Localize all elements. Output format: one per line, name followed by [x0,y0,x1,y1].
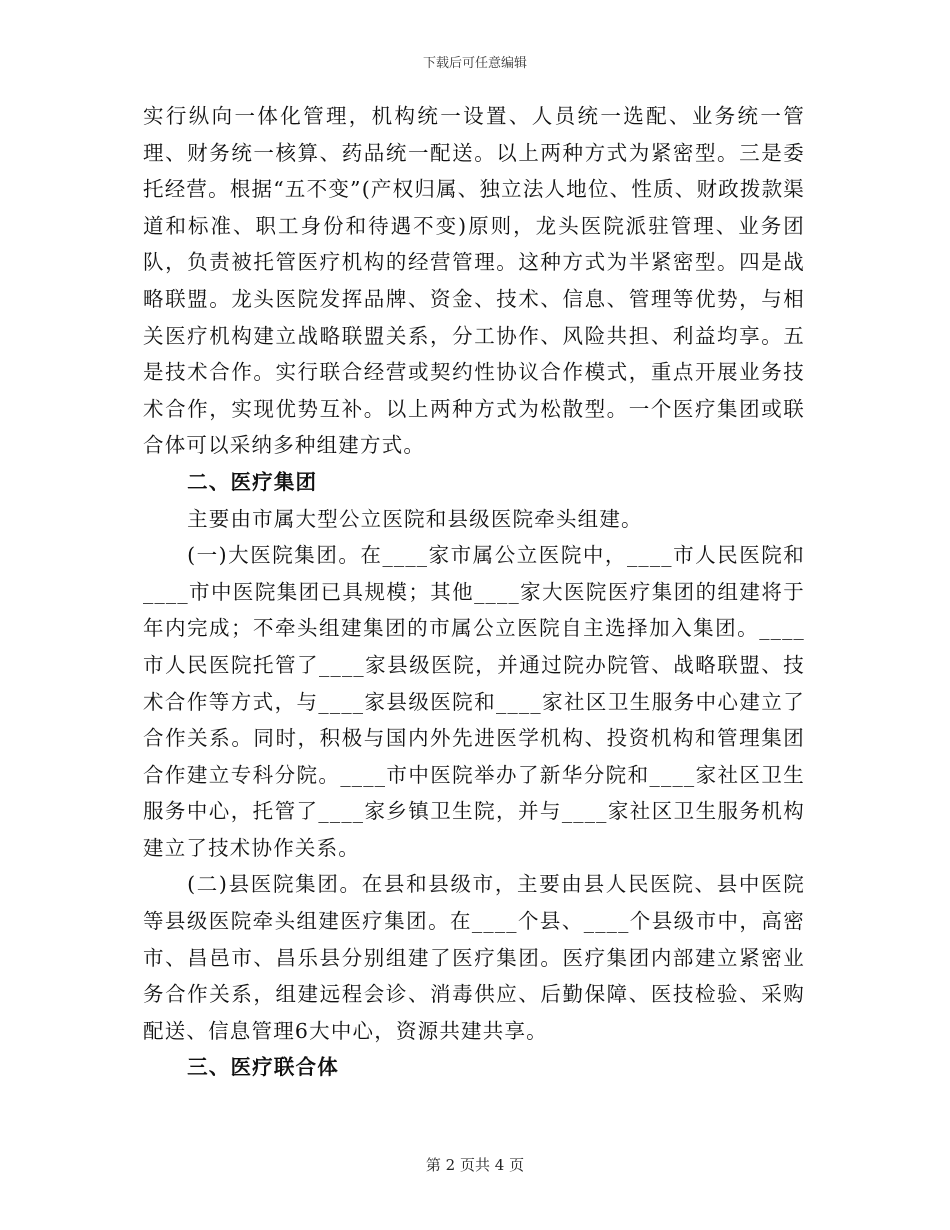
paragraph-county-hospital-group: (二)县医院集团。在县和县级市，主要由县人民医院、县中医院等县级医院牵头组建医疗集团。在____个县、____个县级市中，高密市、昌邑市、昌乐县分别组建了医疗集团。医疗集团内部建立紧密业务合作关系，组建远程会诊、消毒供应、后勤保障、医技检验、采购配送、信息管理6大中心，资源共建共享。 [143,872,805,1043]
section-heading-medical-alliance: 三、医疗联合体 [187,1055,339,1080]
section-heading-medical-group: 二、医疗集团 [187,469,318,494]
page-number: 第 2 页共 4 页 [425,1156,525,1174]
paragraph-continuation: 实行纵向一体化管理，机构统一设置、人员统一选配、业务统一管理、财务统一核算、药品统一配送。以上两种方式为紧密型。三是委托经营。根据“五不变”(产权归属、独立法人地位、性质、财政拨款渠道和标准、职工身份和待遇不变)原则，龙头医院派驻管理、业务团队，负责被托管医疗机构的经营管理。这种方式为半紧密型。四是战略联盟。龙头医院发挥品牌、资金、技术、信息、管理等优势，与相关医疗机构建立战略联盟关系，分工协作、风险共担、利益均享。五是技术合作。实行联合经营或契约性协议合作模式，重点开展业务技术合作，实现优势互补。以上两种方式为松散型。一个医疗集团或联合体可以采纳多种组建方式。 [143,104,805,458]
page-header-note: 下载后可任意编辑 [422,56,527,71]
paragraph-large-hospital-group: (一)大医院集团。在____家市属公立医院中，____市人民医院和____市中医院集团已具规模；其他____家大医院医疗集团的组建将于年内完成；不牵头组建集团的市属公立医院自主选择加入集团。____市人民医院托管了____家县级医院，并通过院办院管、战略联盟、技术合作等方式，与____家县级医院和____家社区卫生服务中心建立了合作关系。同时，积极与国内外先进医学机构、投资机构和管理集团合作建立专科分院。____市中医院举办了新华分院和____家社区卫生服务中心，托管了____家乡镇卫生院，并与____家社区卫生服务机构建立了技术协作关系。 [143,543,805,860]
document-body [143,98,805,1086]
paragraph-group-intro: 主要由市属大型公立医院和县级医院牵头组建。 [187,506,643,531]
